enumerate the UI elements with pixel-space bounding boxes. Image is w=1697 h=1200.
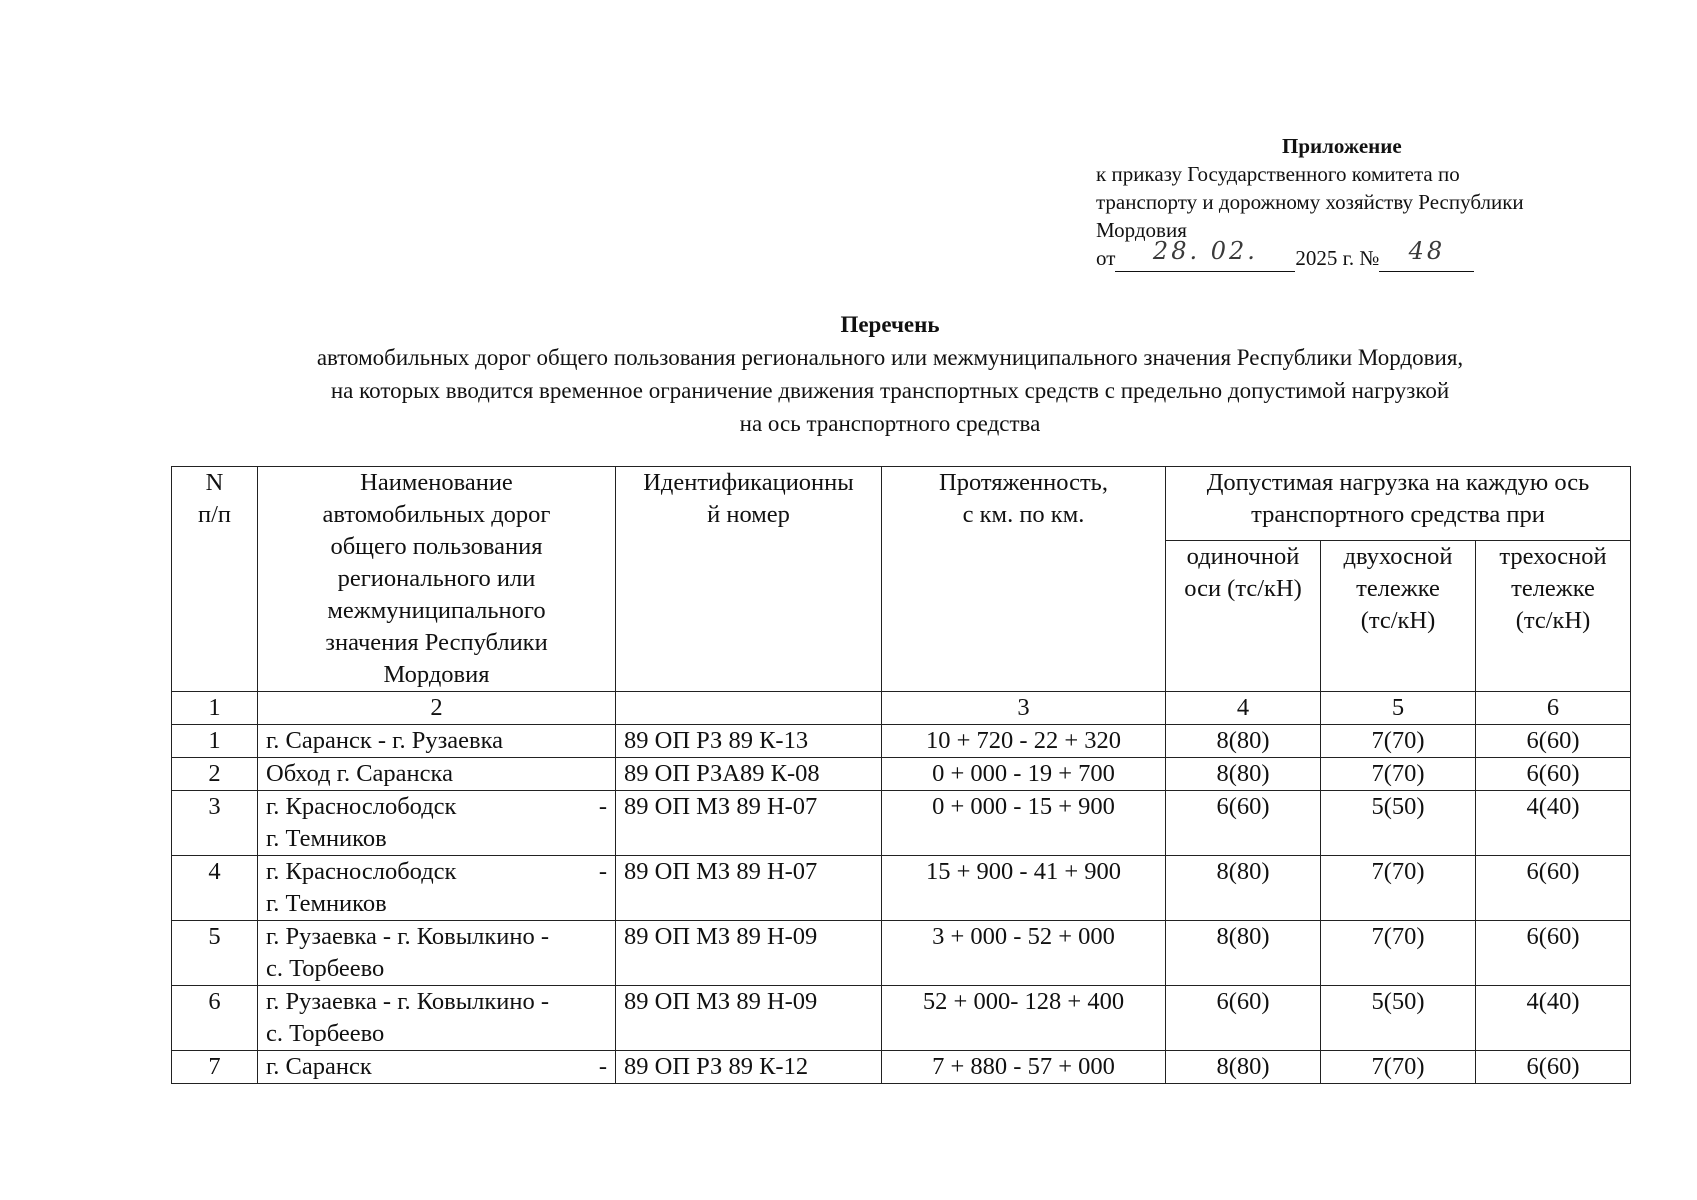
row-number: 1 bbox=[172, 725, 258, 758]
road-name: г. Саранск - г. Рузаевка bbox=[266, 727, 503, 754]
date-field bbox=[1115, 237, 1295, 272]
header-identifier: Идентификационны й номер bbox=[616, 467, 882, 692]
road-name-line bbox=[266, 725, 607, 757]
road-length: 0 + 000 - 15 + 900 bbox=[882, 791, 1166, 856]
load-single-axle: 6(60) bbox=[1166, 986, 1321, 1051]
column-number: 3 bbox=[882, 692, 1166, 725]
appendix-line-1: к приказу Государственного комитета по bbox=[1096, 162, 1460, 186]
road-name-cell bbox=[258, 758, 616, 791]
load-triple-bogie: 6(60) bbox=[1476, 1051, 1631, 1084]
header-length: Протяженность, с км. по км. bbox=[882, 467, 1166, 692]
load-double-bogie: 7(70) bbox=[1321, 856, 1476, 921]
road-name-line bbox=[266, 758, 607, 790]
table-row bbox=[172, 725, 1631, 758]
roads-table bbox=[171, 466, 1631, 1084]
road-name: Обход г. Саранска bbox=[266, 760, 453, 787]
column-numbering-row bbox=[172, 692, 1631, 725]
heading-line-2: на которых вводится временное ограничение движения транспортных средств с предельно допустимой нагрузкой bbox=[330, 378, 1450, 403]
table-row bbox=[172, 1051, 1631, 1084]
road-identifier: 89 ОП РЗА89 К-08 bbox=[616, 758, 882, 791]
road-name-cell bbox=[258, 725, 616, 758]
header-allowed-load: Допустимая нагрузка на каждую ось транспортного средства при bbox=[1166, 467, 1631, 541]
load-double-bogie: 5(50) bbox=[1321, 791, 1476, 856]
heading-line-3: на ось транспортного средства bbox=[739, 411, 1041, 436]
road-name-cell bbox=[258, 791, 616, 856]
load-single-axle: 8(80) bbox=[1166, 758, 1321, 791]
road-name-continuation: г. Темников bbox=[266, 825, 387, 852]
road-name-cell bbox=[258, 986, 616, 1051]
road-name-dash: - bbox=[598, 858, 607, 885]
load-single-axle: 6(60) bbox=[1166, 791, 1321, 856]
road-name: г. Рузаевка - г. Ковылкино - bbox=[266, 988, 550, 1015]
load-double-bogie: 7(70) bbox=[1321, 758, 1476, 791]
header-double-bogie: двухосной тележке (тс/кН) bbox=[1321, 541, 1476, 692]
year-label: 2025 г. № bbox=[1295, 246, 1380, 270]
road-name: г. Рузаевка - г. Ковылкино - bbox=[266, 923, 550, 950]
road-identifier: 89 ОП МЗ 89 Н-09 bbox=[616, 986, 882, 1051]
road-length: 0 + 000 - 19 + 700 bbox=[882, 758, 1166, 791]
load-triple-bogie: 6(60) bbox=[1476, 758, 1631, 791]
appendix-line-3: Мордовия bbox=[1096, 218, 1187, 242]
road-name-line bbox=[266, 1051, 607, 1083]
heading-line-1: автомобильных дорог общего пользования регионального или межмуниципального значения Республики Мордовия, bbox=[316, 345, 1464, 370]
road-name-line bbox=[266, 856, 607, 888]
document-title: Перечень bbox=[840, 312, 940, 337]
table-row bbox=[172, 856, 1631, 921]
road-identifier: 89 ОП РЗ 89 К-12 bbox=[616, 1051, 882, 1084]
load-double-bogie: 7(70) bbox=[1321, 1051, 1476, 1084]
table-body bbox=[172, 725, 1631, 1084]
table-row bbox=[172, 791, 1631, 856]
header-road-name: Наименование автомобильных дорог общего пользования регионального или межмуниципального значения Республики Мордовия bbox=[258, 467, 616, 692]
column-number: 4 bbox=[1166, 692, 1321, 725]
load-double-bogie: 7(70) bbox=[1321, 725, 1476, 758]
load-triple-bogie: 4(40) bbox=[1476, 986, 1631, 1051]
road-identifier: 89 ОП МЗ 89 Н-07 bbox=[616, 791, 882, 856]
header-single-axle: одиночной оси (тс/кН) bbox=[1166, 541, 1321, 692]
road-name-continuation: с. Торбеево bbox=[266, 955, 385, 982]
order-reference bbox=[1096, 237, 1616, 272]
row-number: 7 bbox=[172, 1051, 258, 1084]
road-name-continuation: г. Темников bbox=[266, 890, 387, 917]
header-number: N п/п bbox=[172, 467, 258, 692]
load-triple-bogie: 6(60) bbox=[1476, 725, 1631, 758]
road-length: 52 + 000- 128 + 400 bbox=[882, 986, 1166, 1051]
table-row bbox=[172, 921, 1631, 986]
load-single-axle: 8(80) bbox=[1166, 1051, 1321, 1084]
load-double-bogie: 5(50) bbox=[1321, 986, 1476, 1051]
column-number bbox=[616, 692, 882, 725]
handwritten-date: 28. 02. bbox=[1152, 237, 1258, 265]
road-identifier: 89 ОП МЗ 89 Н-09 bbox=[616, 921, 882, 986]
appendix-line-2: транспорту и дорожному хозяйству Республики bbox=[1096, 190, 1524, 214]
appendix-title: Приложение bbox=[1282, 134, 1402, 158]
number-field bbox=[1379, 237, 1474, 272]
table-row bbox=[172, 758, 1631, 791]
road-name-continuation: с. Торбеево bbox=[266, 1020, 385, 1047]
document-heading bbox=[120, 308, 1660, 440]
road-name-cell bbox=[258, 921, 616, 986]
road-identifier: 89 ОП РЗ 89 К-13 bbox=[616, 725, 882, 758]
road-identifier: 89 ОП МЗ 89 Н-07 bbox=[616, 856, 882, 921]
road-name: г. Саранск bbox=[266, 1053, 372, 1080]
road-length: 3 + 000 - 52 + 000 bbox=[882, 921, 1166, 986]
header-row bbox=[172, 467, 1631, 541]
road-length: 10 + 720 - 22 + 320 bbox=[882, 725, 1166, 758]
load-single-axle: 8(80) bbox=[1166, 856, 1321, 921]
road-name-cell bbox=[258, 856, 616, 921]
road-length: 15 + 900 - 41 + 900 bbox=[882, 856, 1166, 921]
load-triple-bogie: 4(40) bbox=[1476, 791, 1631, 856]
row-number: 2 bbox=[172, 758, 258, 791]
appendix-block bbox=[1096, 132, 1616, 272]
table-row bbox=[172, 986, 1631, 1051]
column-number: 5 bbox=[1321, 692, 1476, 725]
from-label: от bbox=[1096, 246, 1116, 270]
column-number: 2 bbox=[258, 692, 616, 725]
handwritten-number: 48 bbox=[1408, 237, 1446, 265]
road-name-line bbox=[266, 791, 607, 823]
load-single-axle: 8(80) bbox=[1166, 725, 1321, 758]
load-double-bogie: 7(70) bbox=[1321, 921, 1476, 986]
load-triple-bogie: 6(60) bbox=[1476, 856, 1631, 921]
column-number: 6 bbox=[1476, 692, 1631, 725]
row-number: 3 bbox=[172, 791, 258, 856]
road-name-line bbox=[266, 986, 607, 1018]
road-name: г. Краснослободск bbox=[266, 793, 457, 820]
road-name: г. Краснослободск bbox=[266, 858, 457, 885]
row-number: 6 bbox=[172, 986, 258, 1051]
row-number: 4 bbox=[172, 856, 258, 921]
header-triple-bogie: трехосной тележке (тс/кН) bbox=[1476, 541, 1631, 692]
road-name-cell bbox=[258, 1051, 616, 1084]
column-number: 1 bbox=[172, 692, 258, 725]
road-name-line bbox=[266, 921, 607, 953]
load-single-axle: 8(80) bbox=[1166, 921, 1321, 986]
road-name-dash: - bbox=[598, 793, 607, 820]
road-name-dash: - bbox=[598, 1053, 607, 1080]
row-number: 5 bbox=[172, 921, 258, 986]
road-length: 7 + 880 - 57 + 000 bbox=[882, 1051, 1166, 1084]
load-triple-bogie: 6(60) bbox=[1476, 921, 1631, 986]
